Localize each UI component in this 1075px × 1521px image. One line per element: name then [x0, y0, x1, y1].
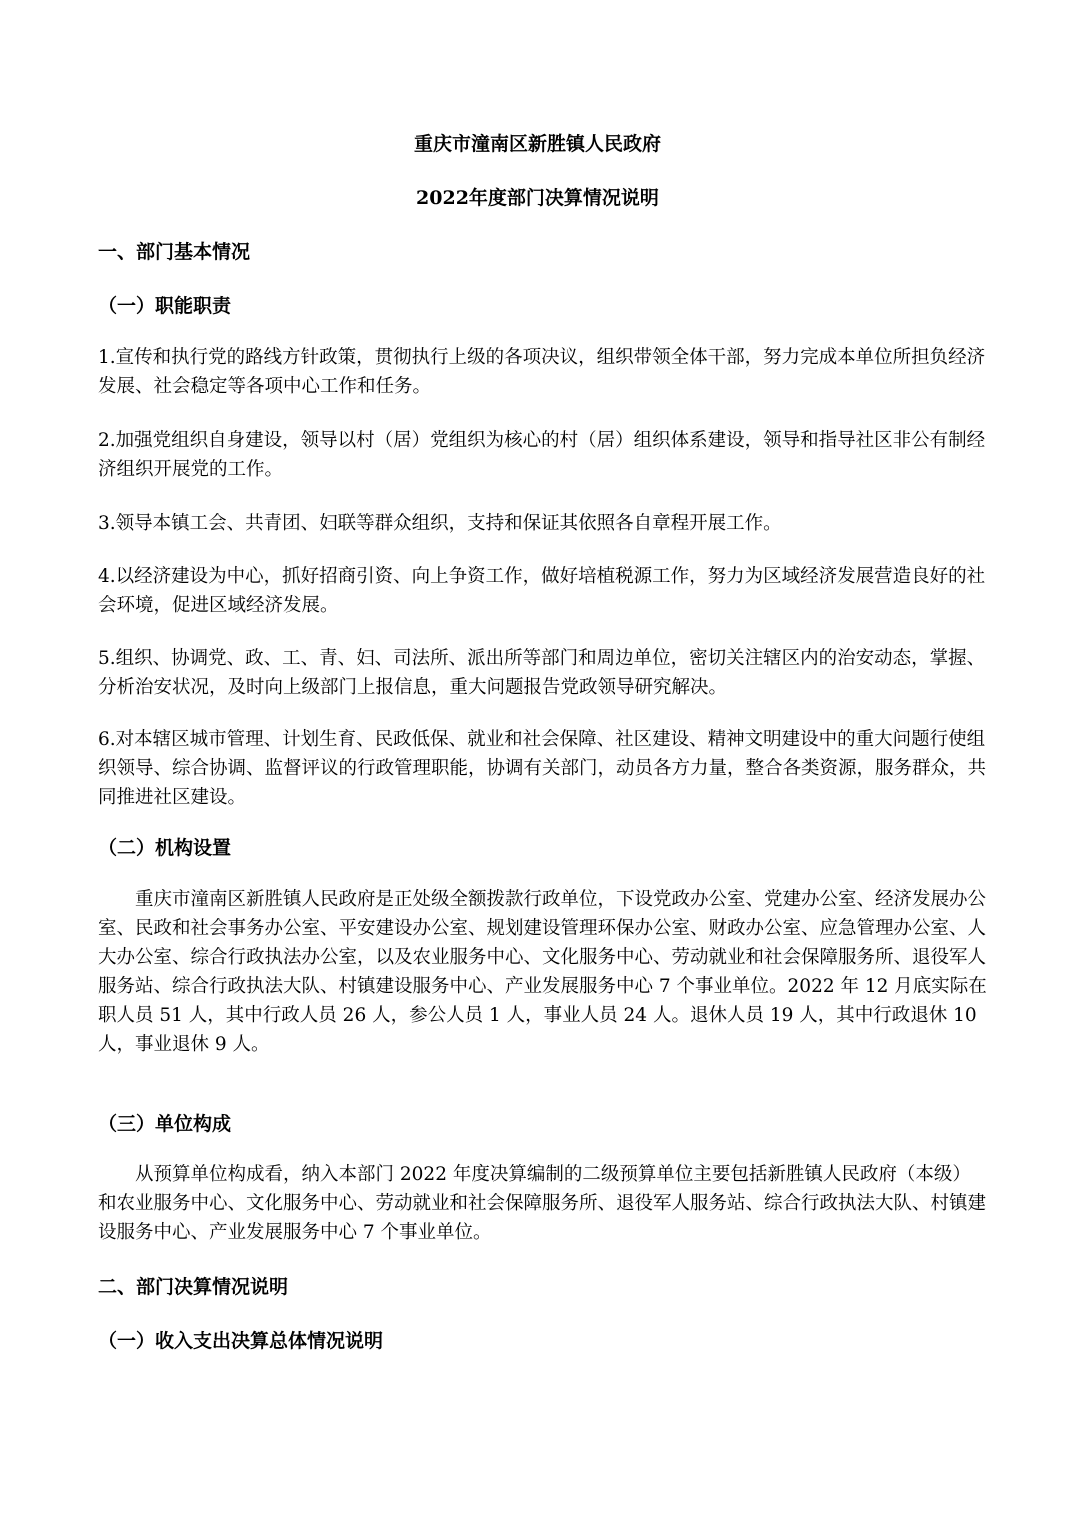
- subsection-heading-income-expenditure: （一）收入支出决算总体情况说明: [98, 1330, 384, 1352]
- function-item-6: 6.对本辖区城市管理、计划生育、民政低保、就业和社会保障、社区建设、精神文明建设中的重大问题行使组织领导、综合协调、监督评议的行政管理职能，协调有关部门，动员各方力量，整合各类资源，服务群众，共同推进社区建设。: [98, 729, 987, 808]
- function-item-1: 1.宣传和执行党的路线方针政策，贯彻执行上级的各项决议，组织带领全体干部，努力完成本单位所担负经济发展、社会稳定等各项中心工作和任务。: [98, 347, 986, 397]
- unit-composition-paragraph: 从预算单位构成看，纳入本部门 2022 年度决算编制的二级预算单位主要包括新胜镇人民政府（本级）和农业服务中心、文化服务中心、劳动就业和社会保障服务所、退役军人服务站、综合行政执法大队、村镇建设服务中心、产业发展服务中心 7 个事业单位。: [98, 1164, 987, 1243]
- function-item-2: 2.加强党组织自身建设，领导以村（居）党组织为核心的村（居）组织体系建设，领导和指导社区非公有制经济组织开展党的工作。: [98, 430, 986, 480]
- document-subtitle: 2022年度部门决算情况说明: [416, 187, 659, 209]
- function-item-5: 5.组织、协调党、政、工、青、妇、司法所、派出所等部门和周边单位，密切关注辖区内的治安动态，掌握、分析治安状况，及时向上级部门上报信息，重大问题报告党政领导研究解决。: [98, 648, 986, 698]
- section-heading-final-accounts: 二、部门决算情况说明: [98, 1276, 289, 1298]
- subsection-heading-organization: （二）机构设置: [98, 837, 232, 859]
- function-item-4: 4.以经济建设为中心，抓好招商引资、向上争资工作，做好培植税源工作，努力为区域经济发展营造良好的社会环境，促进区域经济发展。: [98, 566, 986, 616]
- subsection-heading-unit-composition: （三）单位构成: [98, 1113, 232, 1135]
- organization-paragraph: 重庆市潼南区新胜镇人民政府是正处级全额拨款行政单位，下设党政办公室、党建办公室、经济发展办公室、民政和社会事务办公室、平安建设办公室、规划建设管理环保办公室、财政办公室、应急管理办公室、人大办公室、综合行政执法办公室，以及农业服务中心、文化服务中心、劳动就业和社会保障服务所、退役军人服务站、综合行政执法大队、村镇建设服务中心、产业发展服务中心 7 个事业单位。2022 年 12 月底实际在职人员 51 人，其中行政人员 26 人，参公人员 1 人，事业人员 24 人。退休人员 19 人，其中行政退休 10 人，事业退休 9 人。: [98, 889, 987, 1055]
- document-title: 重庆市潼南区新胜镇人民政府: [413, 133, 661, 155]
- function-item-3: 3.领导本镇工会、共青团、妇联等群众组织，支持和保证其依照各自章程开展工作。: [98, 513, 782, 534]
- section-heading-basic-info: 一、部门基本情况: [98, 241, 251, 263]
- subsection-heading-functions: （一）职能职责: [98, 295, 232, 317]
